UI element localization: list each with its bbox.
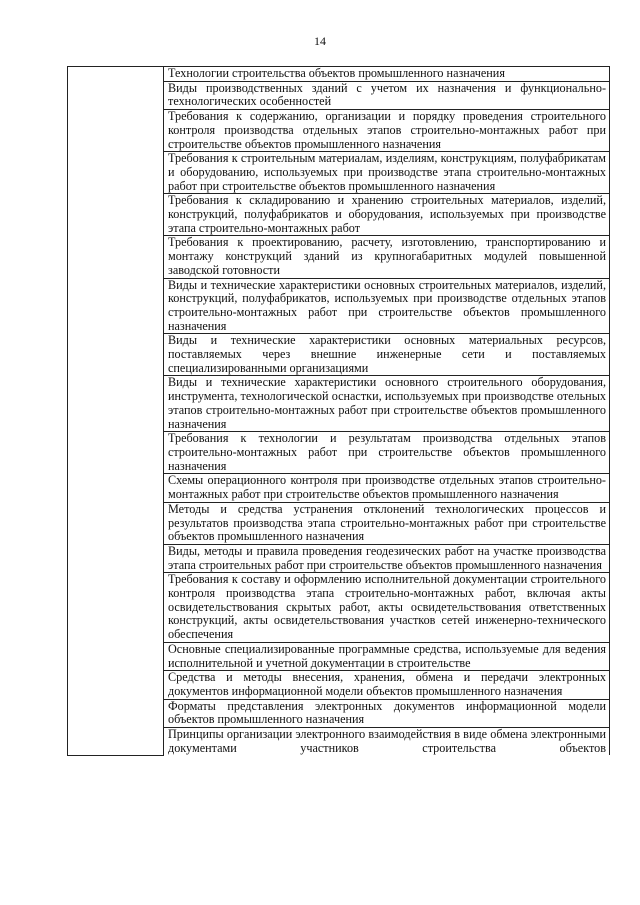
table-cell bbox=[164, 376, 610, 432]
table-cell bbox=[164, 334, 610, 376]
requirement-text: Требования к составу и оформлению исполнительной документации строительного контроля производства этапа строительно-монтажных работ, включая акты освидетельствования скрытых работ, акты освидетельствования ответственных конструкций, акты освидетельствования участков сетей инженерно-технического обеспечения bbox=[168, 572, 606, 642]
requirement-text: Средства и методы внесения, хранения, обмена и передачи электронных документов информационной модели объектов промышленного назначения bbox=[168, 670, 606, 698]
table-cell bbox=[164, 152, 610, 194]
table-cell bbox=[164, 432, 610, 474]
table-cell bbox=[164, 278, 610, 334]
table-cell bbox=[164, 502, 610, 544]
table-row bbox=[68, 67, 610, 82]
table-cell bbox=[164, 194, 610, 236]
requirement-text: Требования к складированию и хранению строительных материалов, изделий, конструкций, полуфабрикатов и оборудования, используемых при производстве этапа строительно-монтажных работ bbox=[168, 193, 606, 235]
table-cell bbox=[164, 642, 610, 670]
table-cell bbox=[164, 573, 610, 643]
requirement-text: Виды производственных зданий с учетом их назначения и функционально-технологических особенностей bbox=[168, 80, 606, 109]
table-cell bbox=[164, 236, 610, 278]
requirement-text: Методы и средства устранения отклонений технологических процессов и результатов производства этапа строительно-монтажных работ при строительстве объектов промышленного назначения bbox=[168, 501, 606, 544]
requirement-text: Основные специализированные программные средства, используемые для ведения исполнительной и учетной документации в строительстве bbox=[168, 641, 606, 670]
requirement-text: Требования к строительным материалам, изделиям, конструкциям, полуфабрикатам и оборудованию, используемых при производстве этапа строительно-монтажных работ при строительстве объектов промышленного назначения bbox=[168, 151, 606, 193]
table-cell bbox=[164, 728, 610, 756]
table-cell bbox=[164, 67, 610, 82]
table-cell bbox=[164, 699, 610, 727]
requirement-text: Форматы представления электронных документов информационной модели объектов промышленного назначения bbox=[168, 698, 606, 727]
requirement-text: Виды, методы и правила проведения геодезических работ на участке производства этапа строительных работ при строительстве объектов промышленного назначения bbox=[168, 543, 606, 572]
table-cell bbox=[164, 671, 610, 699]
requirement-text: Виды и технические характеристики основных строительных материалов, изделий, конструкций, полуфабрикатов, используемых при производстве отдельных этапов строительно-монтажных работ при строительстве объектов промышленного назначения bbox=[168, 277, 606, 333]
left-column-cell bbox=[68, 67, 164, 756]
table-cell bbox=[164, 474, 610, 502]
page-number: 14 bbox=[314, 34, 326, 48]
requirement-text: Принципы организации электронного взаимодействия в виде обмена электронными документами участников строительства объектов bbox=[168, 727, 606, 755]
table-cell bbox=[164, 544, 610, 572]
requirement-text: Виды и технические характеристики основного строительного оборудования, инструмента, технологической оснастки, используемых при производстве отельных этапов строительно-монтажных работ при строительстве объектов промышленного назначения bbox=[168, 375, 606, 431]
requirement-text: Виды и технические характеристики основных материальных ресурсов, поставляемых через внешние инженерные сети и поставляемых специализированными организациями bbox=[168, 333, 606, 375]
requirement-text: Требования к содержанию, организации и порядку проведения строительного контроля производства отдельных этапов строительно-монтажных работ при строительстве объектов промышленного назначения bbox=[168, 109, 606, 151]
table-cell bbox=[164, 110, 610, 152]
requirement-text: Требования к технологии и результатам производства отдельных этапов строительно-монтажных работ при строительстве объектов промышленного назначения bbox=[168, 431, 606, 473]
requirement-text: Технологии строительства объектов промышленного назначения bbox=[168, 66, 505, 80]
requirement-text: Схемы операционного контроля при производстве отдельных этапов строительно-монтажных работ при строительстве объектов промышленного назначения bbox=[168, 473, 606, 502]
table-cell bbox=[164, 81, 610, 109]
knowledge-table bbox=[67, 66, 610, 756]
requirement-text: Требования к проектированию, расчету, изготовлению, транспортированию и монтажу конструкций зданий из крупногабаритных модулей повышенной заводской готовности bbox=[168, 235, 606, 277]
